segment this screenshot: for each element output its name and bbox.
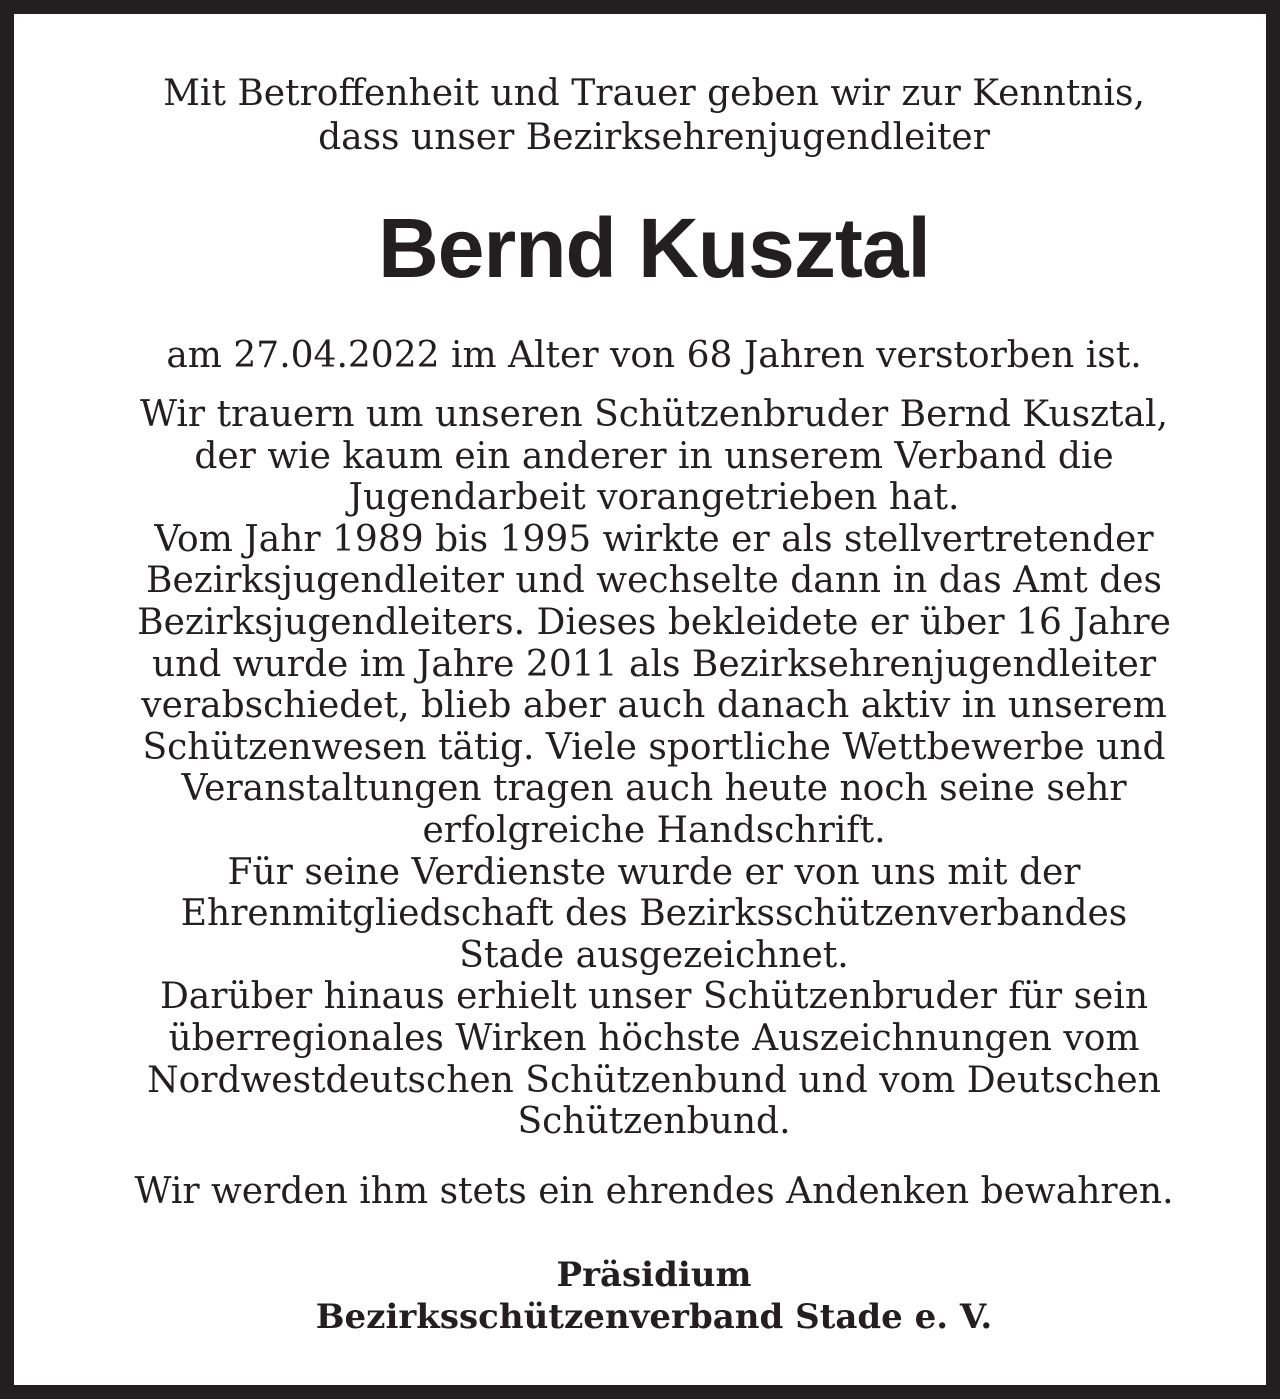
body-line: Stade ausgezeichnet.	[459, 934, 849, 976]
body-line: Jugendarbeit vorangetrieben hat.	[348, 477, 960, 519]
signature-block	[28, 1254, 1280, 1338]
signature-line: Präsidium	[556, 1255, 752, 1295]
body-line: Vom Jahr 1989 bis 1995 wirkte er als stellvertretender	[154, 518, 1154, 560]
body-line: Darüber hinaus erhielt unser Schützenbruder für sein	[159, 976, 1149, 1018]
body-line: Wir trauern um unseren Schützenbruder Bernd Kusztal,	[140, 394, 1168, 435]
signature-line: Bezirksschützenverband Stade e. V.	[315, 1297, 993, 1337]
death-date-line: am 27.04.2022 im Alter von 68 Jahren verstorben ist.	[166, 335, 1142, 376]
body-text	[28, 394, 1280, 1143]
body-line: überregionales Wirken höchste Auszeichnungen vom	[168, 1017, 1140, 1059]
body-line: verabschiedet, blieb aber auch danach aktiv in unserem	[141, 685, 1167, 727]
body-line: Bezirksjugendleiter und wechselte dann in das Amt des	[145, 560, 1162, 602]
body-line: Schützenwesen tätig. Viele sportliche Wettbewerbe und	[142, 726, 1166, 768]
obituary-notice	[28, 28, 1280, 1399]
body-line: Nordwestdeutschen Schützenbund und vom Deutschen	[147, 1059, 1161, 1101]
body-line: und wurde im Jahre 2011 als Bezirksehrenjugendleiter	[151, 643, 1157, 685]
body-line: Veranstaltungen tragen auch heute noch seine sehr	[181, 768, 1127, 810]
body-line: Bezirksjugendleiters. Dieses bekleidete er über 16 Jahre	[137, 601, 1171, 643]
intro-line: dass unser Bezirksehrenjugendleiter	[318, 117, 990, 158]
body-line: Schützenbund.	[517, 1101, 791, 1143]
body-line: Ehrenmitgliedschaft des Bezirksschützenverbandes	[180, 893, 1128, 935]
deceased-name: Bernd Kusztal	[378, 201, 930, 295]
closing-line: Wir werden ihm stets ein ehrendes Andenken bewahren.	[134, 1171, 1174, 1212]
body-line: Für seine Verdienste wurde er von uns mit der	[227, 851, 1081, 893]
body-line: erfolgreiche Handschrift.	[422, 809, 886, 851]
body-line: der wie kaum ein anderer in unserem Verband die	[194, 435, 1114, 477]
intro-line: Mit Betroffenheit und Trauer geben wir zur Kenntnis,	[163, 73, 1145, 114]
intro-text	[28, 72, 1280, 160]
